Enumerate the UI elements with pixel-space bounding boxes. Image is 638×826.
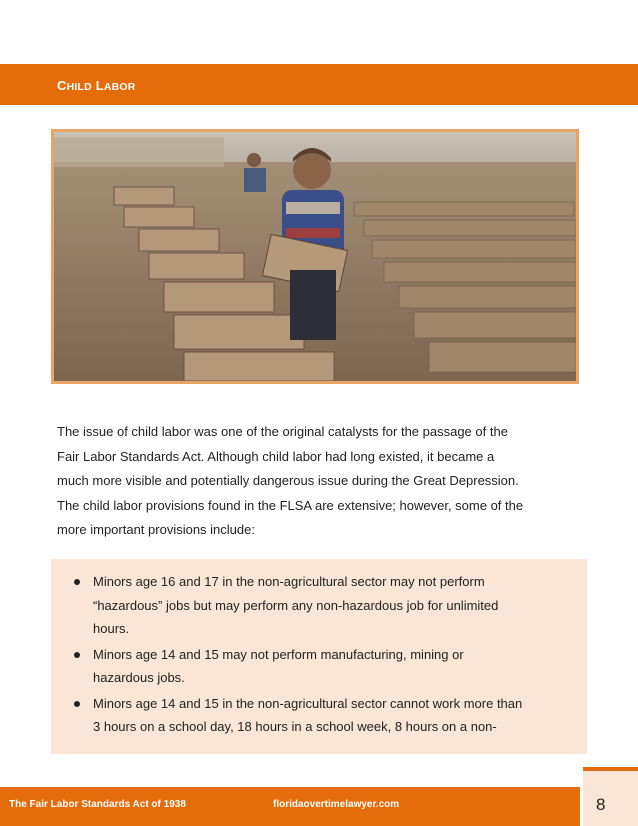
list-item xyxy=(93,570,579,641)
title-rest-abor: ABOR xyxy=(103,81,136,93)
footer-website: floridaovertimelawyer.com xyxy=(273,799,400,810)
page-number-box xyxy=(583,767,638,826)
child-labor-photo xyxy=(51,129,579,384)
bullet-icon xyxy=(74,579,80,585)
paragraph-line: Fair Labor Standards Act. Although child labor had long existed, it became a xyxy=(57,448,495,464)
list-item-line: Minors age 14 and 15 in the non-agricultural sector cannot work more than xyxy=(93,695,523,711)
paragraph-line: The issue of child labor was one of the original catalysts for the passage of the xyxy=(57,424,508,439)
page-number: 8 xyxy=(596,795,606,814)
list-item xyxy=(93,692,579,739)
list-item xyxy=(93,643,579,690)
paragraph-line: more important provisions include: xyxy=(57,522,255,537)
section-title xyxy=(57,78,136,93)
bullet-icon xyxy=(74,652,80,658)
list-item-line: hazardous jobs. xyxy=(93,670,185,685)
footer-bar xyxy=(0,787,580,826)
bullet-icon xyxy=(74,701,80,707)
paragraph-line: much more visible and potentially dangerous issue during the Great Depression. xyxy=(57,473,519,488)
section-header-band xyxy=(0,64,638,105)
title-cap-l: L xyxy=(95,78,104,93)
list-item-line: hours. xyxy=(93,621,130,636)
provisions-list xyxy=(51,559,587,739)
photo-illustration xyxy=(54,132,576,381)
list-item-line: Minors age 14 and 15 may not perform manufacturing, mining or xyxy=(93,646,464,662)
intro-paragraph xyxy=(57,420,587,543)
title-rest-hild: HILD xyxy=(66,81,92,93)
list-item-line: 3 hours on a school day, 18 hours in a school week, 8 hours on a non- xyxy=(93,719,497,734)
paragraph-line: The child labor provisions found in the FLSA are extensive; however, some of the xyxy=(57,497,524,513)
title-cap-c: C xyxy=(57,78,67,93)
footer-doc-title: The Fair Labor Standards Act of 1938 xyxy=(9,799,186,810)
provisions-box xyxy=(51,559,587,754)
list-item-line: Minors age 16 and 17 in the non-agricultural sector may not perform xyxy=(93,574,485,589)
list-item-line: “hazardous” jobs but may perform any non-hazardous job for unlimited xyxy=(93,597,499,613)
